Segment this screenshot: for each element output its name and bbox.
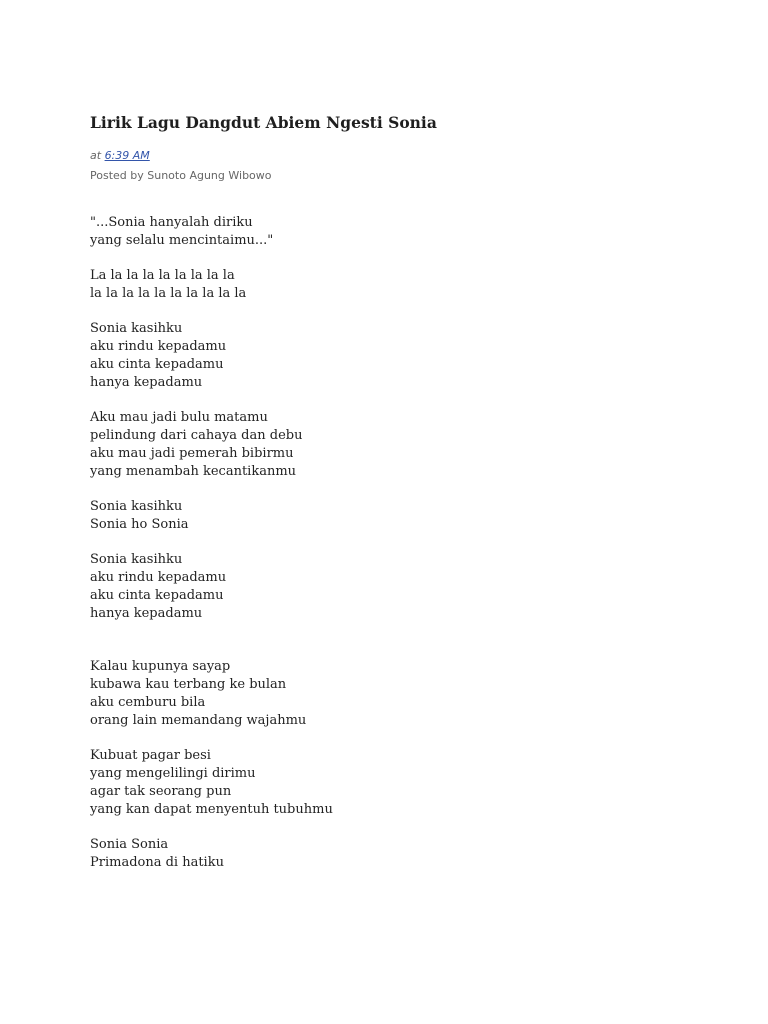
stanza bbox=[90, 658, 333, 730]
post-title: Lirik Lagu Dangdut Abiem Ngesti Sonia bbox=[90, 113, 437, 132]
lyric-line: Sonia kasihku bbox=[90, 499, 183, 514]
lyric-line: La la la la la la la la la bbox=[90, 268, 235, 283]
stanza bbox=[90, 409, 333, 481]
lyric-line: kubawa kau terbang ke bulan bbox=[90, 677, 287, 692]
lyric-line: aku mau jadi pemerah bibirmu bbox=[90, 446, 294, 461]
lyric-line: aku rindu kepadamu bbox=[90, 339, 227, 354]
lyric-line: agar tak seorang pun bbox=[90, 784, 232, 799]
lyric-line: "...Sonia hanyalah diriku bbox=[90, 215, 253, 230]
lyric-line: yang menambah kecantikanmu bbox=[90, 464, 297, 479]
lyric-line: yang mengelilingi dirimu bbox=[90, 766, 256, 781]
lyric-line: hanya kepadamu bbox=[90, 606, 203, 621]
stanza bbox=[90, 214, 333, 250]
lyric-line: hanya kepadamu bbox=[90, 375, 203, 390]
post-author: Posted by Sunoto Agung Wibowo bbox=[90, 169, 272, 182]
stanza bbox=[90, 747, 333, 819]
lyric-line: yang kan dapat menyentuh tubuhmu bbox=[90, 802, 333, 817]
lyric-line: Aku mau jadi bulu matamu bbox=[90, 410, 268, 425]
stanza bbox=[90, 498, 333, 534]
at-label: at bbox=[90, 149, 102, 162]
lyric-line: la la la la la la la la la la bbox=[90, 286, 247, 301]
lyric-line: aku rindu kepadamu bbox=[90, 570, 227, 585]
stanza bbox=[90, 551, 333, 623]
stanza bbox=[90, 267, 333, 303]
lyrics-body bbox=[90, 214, 333, 872]
post-timestamp bbox=[90, 149, 150, 162]
lyric-line: Sonia ho Sonia bbox=[90, 517, 189, 532]
post-time-link[interactable]: 6:39 AM bbox=[104, 149, 150, 162]
lyric-line: Kalau kupunya sayap bbox=[90, 659, 231, 674]
lyric-line: Primadona di hatiku bbox=[90, 855, 224, 870]
lyric-line: orang lain memandang wajahmu bbox=[90, 713, 307, 728]
lyric-line: aku cinta kepadamu bbox=[90, 588, 224, 603]
lyric-line: Sonia kasihku bbox=[90, 552, 183, 567]
lyric-line: aku cinta kepadamu bbox=[90, 357, 224, 372]
lyric-line: aku cemburu bila bbox=[90, 695, 206, 710]
lyric-line: yang selalu mencintaimu..." bbox=[90, 233, 274, 248]
lyric-line: Sonia kasihku bbox=[90, 321, 183, 336]
stanza bbox=[90, 320, 333, 392]
stanza bbox=[90, 836, 333, 872]
lyric-line: pelindung dari cahaya dan debu bbox=[90, 428, 303, 443]
lyric-line: Sonia Sonia bbox=[90, 837, 169, 852]
lyric-line: Kubuat pagar besi bbox=[90, 748, 211, 763]
